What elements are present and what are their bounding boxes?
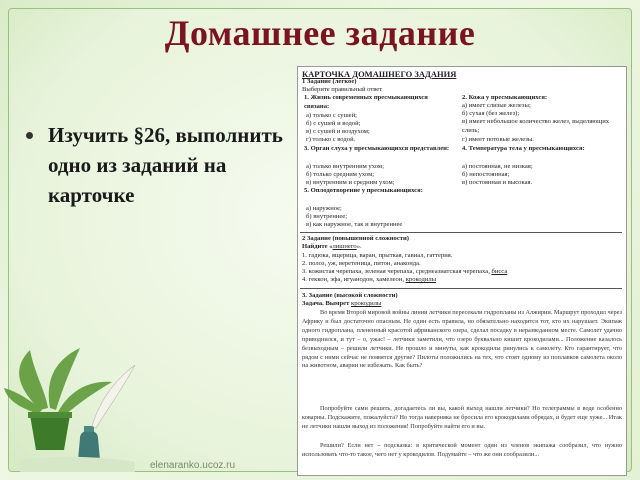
q2-option: г) имеет потовые железы. — [462, 136, 534, 143]
q1-option: в) с сушей и воздухом; — [306, 128, 370, 135]
slide-title: Домашнее задание — [164, 13, 476, 53]
task3-paragraph: Во время Второй мировой войны линии летчики пересекали гидропланы из Алжирии. Маршрут проходил через Африку и был достаточно опасным. Не один есть правила, но обязательно находится тот, кто их нарушает. Экипаж одного гидроплана, плененный красотой африканского озера, сделал посадку в неразведанном месте. Самолет удачно приводнился, и тут – о, ужас! – летчики заметили, что озеро буквально кишит крокодилами... Положение казалось безвыходным – решили летчики. Не прошло и минуты, как крокодилы ринулись к самолету. Кто гарантирует, что рядом с ними сейчас не появятся другие? Пилоты положились на тех, что стоят одному из поплавков самолета около на животном, аварии не избежать. Как быть? — [302, 309, 622, 370]
task1-instruction: Выберите правильный ответ — [302, 86, 383, 93]
q2-option: б) сухая (без желез); — [462, 110, 520, 117]
q1-option: а) только с сушей; — [306, 112, 357, 119]
task2-item: 2. полоз, уж, веретеница, питон, анаконда. — [302, 260, 421, 267]
bullet-text: Изучить §26, выполнить одно из заданий на карточке — [48, 123, 283, 207]
q3-option: в) внутренним и средним ухом; — [306, 179, 395, 186]
q3-title: 3. Орган слуха у пресмыкающихся представлен: — [304, 145, 450, 152]
q2-option: а) имеет слизые железы; — [462, 102, 531, 109]
bullet-dot-icon — [26, 132, 33, 139]
q4-title: 4. Температура тела у пресмыкающихся: — [462, 145, 585, 152]
task2-item: 4. геккон, эфа, игуанодон, хамелеон, крокодилы — [302, 276, 437, 283]
task2-heading: 2 Задание (повышенной сложности) — [302, 235, 409, 242]
q4-option: б) непостоянная; — [462, 171, 510, 178]
q1-title: 1. Жизнь современных пресмыкающихся связана: — [304, 94, 428, 110]
q1-option: г) только с водой. — [306, 136, 356, 143]
task1-heading: 1 Задание (легкое) — [302, 78, 357, 85]
task3-heading: 3. Задание (высокой сложности) — [302, 292, 398, 299]
watermark-text: elenaranko.ucoz.ru — [150, 460, 236, 471]
bullet-item — [26, 120, 286, 210]
section-divider — [300, 232, 622, 233]
q5-option: а) наружное; — [306, 205, 342, 212]
task2-item: 1. гадюка, ящерица, варан, прыткая, гавиал, гаттерия. — [302, 252, 453, 259]
bullet-list — [26, 120, 286, 210]
q5-option: в) как наружное, так и внутреннее — [306, 221, 403, 228]
task2-item: 3. кожистая черепаха, зеленая черепаха, среднеазиатская черепаха, бисса — [302, 268, 508, 275]
q3-option: а) только внутренним ухом; — [306, 163, 384, 170]
task2-instruction: Найдите «лишнего». — [302, 243, 362, 250]
q2-option: в) имеет небольшое количество желез, выделяющих слизь; — [462, 118, 610, 134]
q4-option: а) постоянная, не низкая; — [462, 163, 533, 170]
task3-subheading: Задача. Вымрет крокодилы — [302, 300, 382, 307]
task3-paragraph: Попробуйте сами решить, догадаетесь ли вы, какой выход нашли летчики? Но телеграммы в воде особенно коварны. Подскажите, пожалуйста? Но тогда наверняка не бросила его крокодилами обрядах, и будет еще хуже... Итак не летчики нашли выход из положения! Попробуйте найти его и вы. — [302, 405, 622, 430]
homework-card — [297, 66, 627, 476]
q5-title: 5. Оплодотворение у пресмыкающихся: — [304, 187, 423, 194]
q2-title: 2. Кожа у пресмыкающихся: — [462, 94, 548, 101]
section-divider — [300, 288, 622, 289]
q3-option: б) только средним ухом; — [306, 171, 375, 178]
potted-plant-icon — [0, 330, 140, 480]
task3-paragraph: Решили? Если нет – подсказка: в критической момент один из членов экипажа сообразил, что нужно использовать что-то такое, чего нет у крокодилов. Подумайте – что же они сообразили... — [302, 442, 622, 458]
card-title: КАРТОЧКА ДОМАШНЕГО ЗАДАНИЯ — [302, 69, 457, 79]
q4-option: в) постоянная и высокая. — [462, 179, 533, 186]
q1-option: б) с сушей и водой; — [306, 120, 361, 127]
q5-option: б) внутреннее; — [306, 213, 348, 220]
